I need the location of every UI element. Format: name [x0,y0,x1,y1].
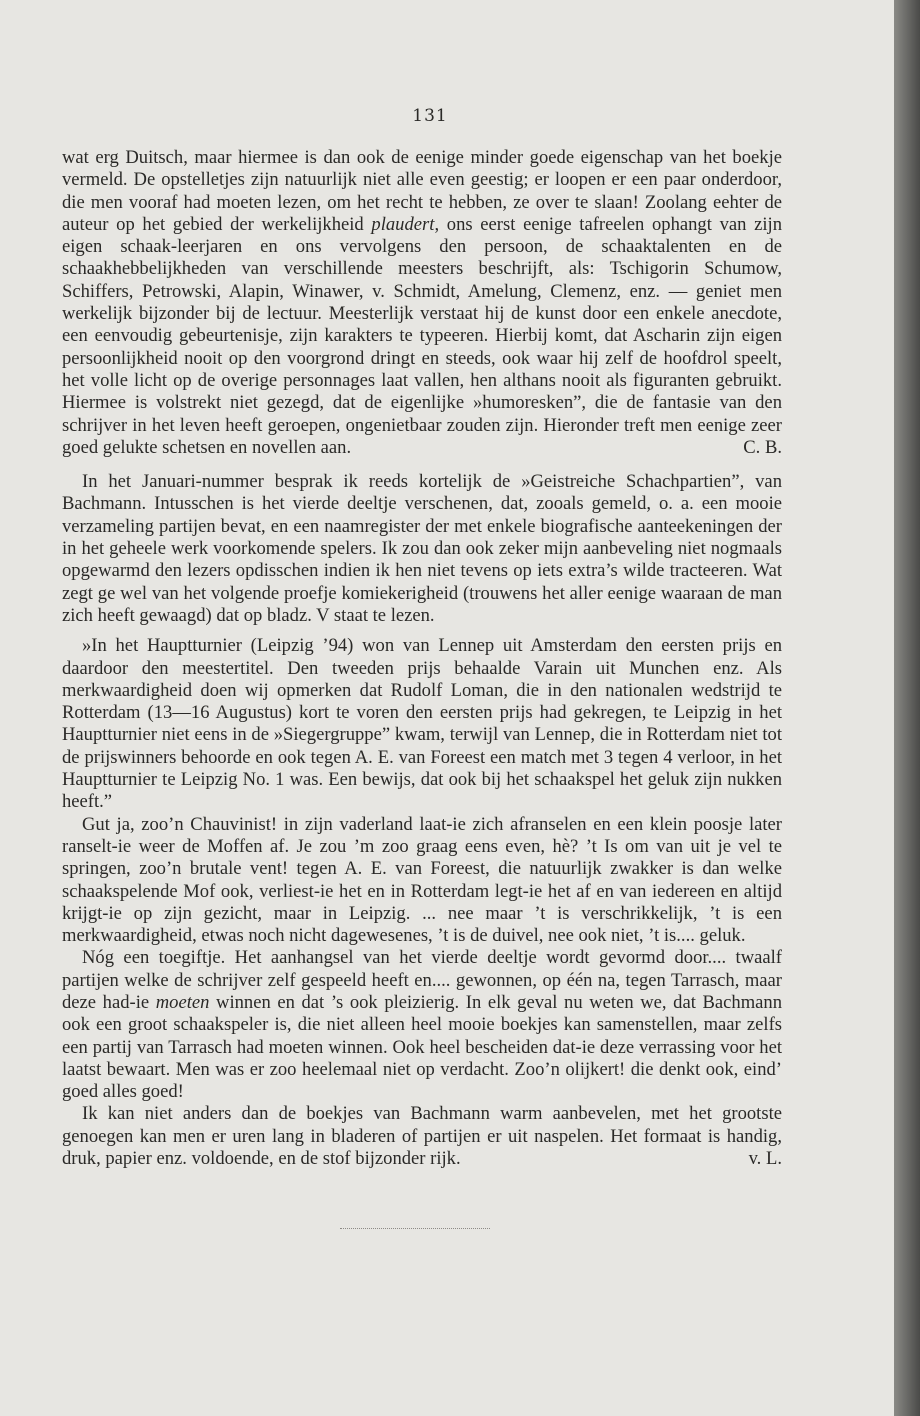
paragraph-1-text-b: , ons eerst eenige tafreelen ophangt van zijn eigen schaak-leerjaren en ons vervolgens den persoon, de schaaktalenten en de schaakhebbelijkheden van verschillende meesters beschrijft, als: Tschigorin Schumow, Schiffers, Petrowski, Alapin, Winawer, v. Schmidt, Amelung, Clemenz, enz. — geniet men werkelijk bijzonder bij de lectuur. Meesterlijk verstaat hij de kunst door een enkele anecdote, een eenvoudig gebeurtenisje, zijn karakters te typeeren. Hierbij komt, dat Ascharin zijn eigen persoonlijkheid nooit op den voorgrond dringt en steeds, ook waar hij zelf de hoofdrol speelt, het volle licht op de overige personnages laat vallen, hen althans nooit als figuranten gebruikt. Hiermee is volstrekt niet gezegd, dat de eigenlijke »humoresken”, die de fantasie van den schrijver in het leven heeft geroepen, ongenietbaar zouden zijn. Hieronder treft men eenige zeer goed gelukte schetsen en novellen aan. [62,213,782,458]
paragraph-5 [62,947,782,1103]
paragraph-5-italic: moeten [155,991,210,1013]
paragraph-1-italic: plaudert [371,213,435,235]
scan-edge [894,0,920,1416]
page-body [62,147,782,1170]
section-divider [340,1222,490,1229]
paragraph-6-text: Ik kan niet anders dan de boekjes van Bachmann warm aanbevelen, met het grootste genoegen kan men er uren lang in bladeren of partijen er uit naspelen. Het formaat is handig, druk, papier enz. voldoende, en de stof bijzonder rijk. [62,1103,782,1170]
signature-vl: v. L. [748,1148,782,1170]
paragraph-4: Gut ja, zoo’n Chauvinist! in zijn vaderland laat-ie zich afranselen en een klein poosje later ranselt-ie weer de Moffen af. Je zou ’m zoo graag eens even, hè? ’t Is om van uit je vel te springen, zoo’n brutale vent! tegen A. E. van Foreest, die natuurlijk zwakker is dan welke schaakspelende Mof ook, verliest-ie het en in Rotterdam legt-ie het af en van iedereen en altijd krijgt-ie op zijn gezicht, maar in Leipzig. ... nee maar ’t is verschrikkelijk, ’t is een merkwaardigheid, etwas noch nicht dagewesenes, ’t is de duivel, nee ook niet, ’t is.... geluk. [62,813,782,947]
page-number: 131 [412,106,448,126]
paragraph-5-text-a: Nóg een toegiftje. Het aanhangsel van het vierde deeltje wordt gevormd door.... twaalf partijen welke de schrijver zelf gespeeld heeft en.... gewonnen, op één na, tegen Tarrasch, maar deze had-ie [62,947,782,1013]
paragraph-5-text-b: winnen en dat ’s ook pleizierig. In elk geval nu weten we, dat Bachmann ook een groot schaakspeler is, die niet alleen heel mooie boekjes kan samenstellen, maar zelfs een partij van Tarrasch had moeten winnen. Ook heel bescheiden dat-ie deze verrassing voor het laatst bewaart. Men was er zoo heelemaal niet op verdacht. Zoo’n olijkert! die denkt ook, eind’ goed alles goed! [62,991,782,1103]
paragraph-1 [62,147,782,459]
paragraph-3-quote: »In het Hauptturnier (Leipzig ’94) won van Lennep uit Amsterdam den eersten prijs en daardoor den meestertitel. Den tweeden prijs behaalde Varain uit Munchen enz. Als merkwaardigheid doen wij opmerken dat Rudolf Loman, die in den nationalen wedstrijd te Rotterdam (13—16 Augustus) kort te voren den eersten prijs had gekregen, te Leipzig in het Hauptturnier niet eens in de »Siegergruppe” kwam, terwijl van Lennep, die in Rotterdam niet tot de prijswinners behoorde en ook tegen A. E. van Foreest een match met 3 tegen 4 verloor, in het Hauptturnier te Leipzig No. 1 was. Een bewijs, dat ook bij het schaakspel het geluk zijn nukken heeft.” [62,635,782,813]
paragraph-1-text-a: wat erg Duitsch, maar hiermee is dan ook de eenige minder goede eigenschap van het boekje vermeld. De opstelletjes zijn natuurlijk niet alle even geestig; er loopen er een paar onderdoor, die men vooraf had moeten lezen, om het recht te hebben, ze over te slaan! Zoolang eehter de auteur op het gebied der werkelijkheid [62,147,782,235]
signature-cb: C. B. [743,436,782,458]
paragraph-6 [62,1103,782,1170]
paragraph-2: In het Januari-nummer besprak ik reeds kortelijk de »Geistreiche Schachpartien”, van Bachmann. Intusschen is het vierde deeltje verschenen, dat, zooals gemeld, o. a. een mooie verzameling partijen bevat, en een naamregister der met enkele biografische aanteekeningen der in het geheele werk voorkomende spelers. Ik zou dan ook zeker mijn aanbeveling niet nogmaals opgewarmd den lezers opdisschen indien ik hen niet tevens op iets extra’s wilde tracteeren. Wat zegt ge wel van het volgende proefje komiekerigheid (trouwens het aller eenige waaraan de man zich heeft gewaagd) dat op bladz. V staat te lezen. [62,471,782,626]
